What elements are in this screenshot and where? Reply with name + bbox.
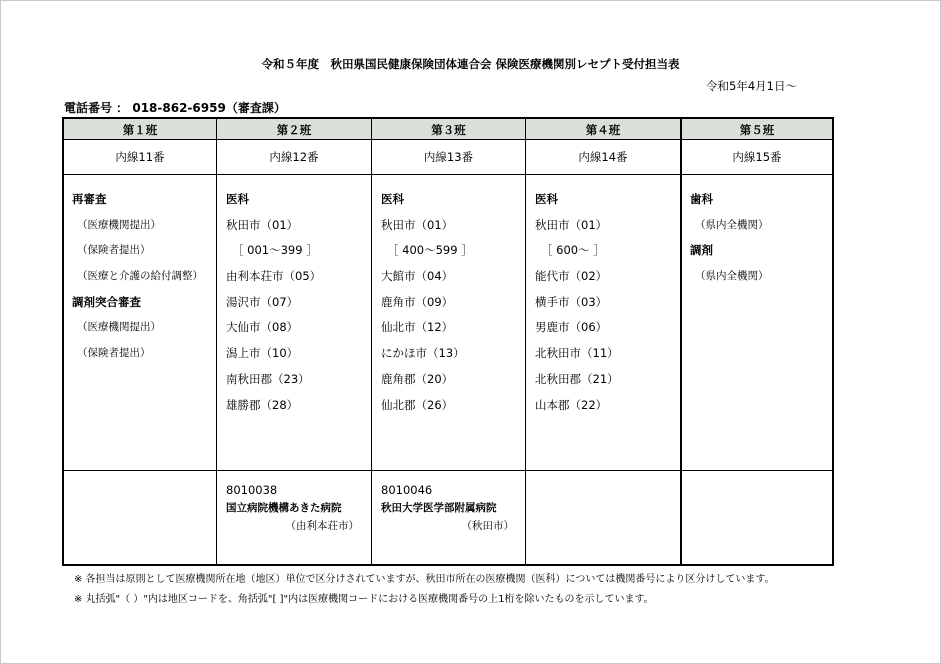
assignment-item: 男鹿市（06） [535,320,608,335]
team-assignments [381,187,473,418]
footnote: ※ 各担当は原則として医療機関所在地（地区）単位で区分けされていますが、秋田市所在の医療機関（医科）については機関番号により区分けしています。 [74,574,775,585]
assignment-item: ［ 600～ ］ [541,243,605,258]
assignment-item: （保険者提出） [77,347,151,360]
team-extension: 内線14番 [578,150,628,164]
category-heading: 医科 [226,192,249,206]
hospital-name: 秋田大学医学部附属病院 [381,502,497,514]
hospital-entry [226,481,359,535]
footnote: ※ 丸括弧"（ ）"内は地区コードを、角括弧"[ ]"内は医療機関コードにおける医療機関番号の上1桁を除いたものを示しています。 [74,594,654,605]
assignment-item: 大館市（04） [381,269,454,284]
team-header: 第５班 [739,123,775,137]
assignment-item: 大仙市（08） [226,320,299,335]
effective-date: 令和5年4月1日～ [706,79,797,93]
hospital-area: （由利本荘市） [285,520,359,532]
column-divider [525,119,526,564]
column-divider [216,119,217,564]
assignment-item: ［ 400～599 ］ [387,243,473,258]
team-header: 第３班 [431,123,466,137]
assignment-item: 潟上市（10） [226,346,299,361]
assignment-item: （医療機関提出） [77,218,161,231]
assignment-item: 南秋田郡（23） [226,371,310,386]
assignment-item: 雄勝郡（28） [226,397,299,412]
hospital-name: 国立病院機構あきた病院 [226,502,342,514]
team-assignments [690,187,769,290]
assignment-item: 仙北郡（26） [381,397,454,412]
document-title: 令和５年度 秋田県国民健康保険団体連合会 保険医療機関別レセプト受付担当表 [261,57,680,71]
team-extension: 内線15番 [732,150,782,164]
column-divider [680,119,682,564]
category-heading: 医科 [381,192,404,206]
extension-divider [64,174,832,175]
assignment-item: （医療と介護の給付調整） [77,270,203,283]
team-header: 第４班 [585,123,621,137]
hospital-code: 8010038 [226,483,278,497]
assignment-item: 秋田市（01） [381,217,454,232]
assignment-item: 北秋田市（11） [535,346,619,361]
assignment-item: 山本郡（22） [535,397,608,412]
hospital-area: （秋田市） [461,520,514,532]
hospital-row-divider [64,470,832,471]
team-extension: 内線11番 [115,150,165,164]
assignment-item: 鹿角市（09） [381,294,454,309]
assignment-item: （県内全機関） [695,218,769,231]
assignment-item: 能代市（02） [535,269,608,284]
team-assignments [226,187,321,418]
hospital-entry [381,481,514,535]
team-extension: 内線13番 [423,150,474,164]
category-heading: 再審査 [72,192,107,206]
category-heading: 医科 [535,192,558,206]
assignment-item: （医療機関提出） [77,321,161,334]
team-extension: 内線12番 [269,150,319,164]
assignment-item: 仙北市（12） [381,320,454,335]
team-assignments [535,187,619,418]
assignment-item: ［ 001～399 ］ [232,243,318,258]
category-heading: 歯科 [690,192,713,206]
assignment-table [62,117,834,566]
assignment-item: （保険者提出） [77,244,151,257]
hospital-code: 8010046 [381,483,433,497]
team-header: 第１班 [122,123,158,137]
team-assignments [72,187,203,367]
assignment-item: 由利本荘市（05） [226,269,322,284]
header-divider [64,139,832,140]
category-heading: 調剤 [690,243,713,258]
assignment-item: 湯沢市（07） [226,294,299,309]
column-divider [371,119,372,564]
assignment-item: 秋田市（01） [535,217,608,232]
phone-number: 電話番号 ： 018-862-6959（審査課） [64,101,286,115]
assignment-item: 横手市（03） [535,294,608,309]
category-heading: 調剤突合審査 [72,294,141,309]
assignment-item: 秋田市（01） [226,217,299,232]
assignment-item: （県内全機関） [695,270,769,283]
assignment-item: 北秋田郡（21） [535,371,619,386]
assignment-item: 鹿角郡（20） [381,371,454,386]
team-header: 第２班 [276,123,312,137]
assignment-item: にかほ市（13） [381,346,465,361]
